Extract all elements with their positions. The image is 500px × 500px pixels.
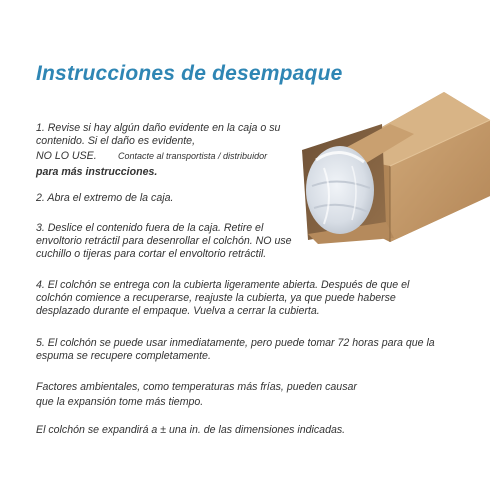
- step-5-line-2: espuma se recupere completamente.: [36, 350, 211, 362]
- step-4-line-2: colchón comience a recuperarse, reajuste la cubierta, ya que puede haberse: [36, 292, 396, 304]
- step-1-line-2: contenido. Si el daño es evidente,: [36, 135, 196, 147]
- step-4-line-1: 4. El colchón se entrega con la cubierta ligeramente abierta. Después de que el: [36, 279, 410, 291]
- step-1-line-4: para más instrucciones.: [36, 166, 158, 178]
- environment-note: [36, 380, 357, 410]
- expansion-note-line: El colchón se expandirá a ± una in. de las dimensiones indicadas.: [36, 424, 346, 436]
- step-5: [36, 337, 435, 363]
- step-1-instructions: [36, 166, 157, 179]
- step-4: [36, 279, 409, 318]
- step-1-warning: [36, 150, 97, 163]
- step-3: [36, 222, 292, 261]
- step-3-line-3: cuchillo o tijeras para cortar el envoltorio retráctil.: [36, 248, 267, 260]
- mattress-in-box-illustration: [294, 84, 494, 244]
- environment-note-line-1: Factores ambientales, como temperaturas más frías, pueden causar: [36, 381, 357, 393]
- page-title: Instrucciones de desempaque: [36, 62, 343, 85]
- step-4-line-3: desplazado durante el empaque. Vuelva a cerrar la cubierta.: [36, 305, 320, 317]
- step-3-line-1: 3. Deslice el contenido fuera de la caja. Retire el: [36, 222, 264, 234]
- do-not-use-warning: NO LO USE.: [36, 150, 97, 162]
- contact-carrier-note: Contacte al transportista / distribuidor: [118, 151, 268, 161]
- step-1: [36, 122, 280, 148]
- step-1-line-1: 1. Revise si hay algún daño evidente en la caja o su: [36, 122, 281, 134]
- step-2: [36, 192, 173, 205]
- expansion-note: [36, 424, 345, 437]
- environment-note-line-2: que la expansión tome más tiempo.: [36, 396, 204, 408]
- step-3-line-2: envoltorio retráctil para desenrollar el colchón. NO use: [36, 235, 292, 247]
- step-5-line-1: 5. El colchón se puede usar inmediatamente, pero puede tomar 72 horas para que la: [36, 337, 435, 349]
- step-2-line: 2. Abra el extremo de la caja.: [36, 192, 174, 204]
